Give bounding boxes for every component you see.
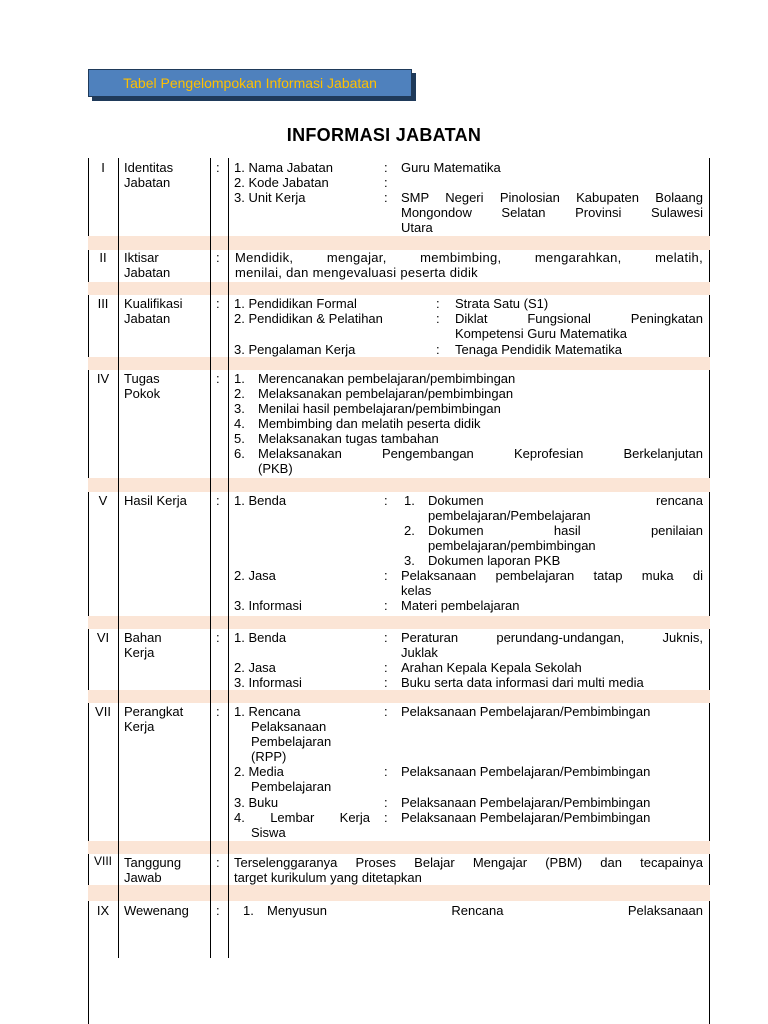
list-number: 1. (243, 903, 254, 918)
item-value: Utara (401, 220, 433, 235)
section-number: II (99, 250, 107, 265)
section-number: V (98, 493, 108, 508)
row-separator (88, 841, 710, 854)
section-number: VI (96, 630, 110, 645)
item-value: Materi pembelajaran (401, 598, 520, 613)
item-key: 3. Informasi (234, 675, 302, 690)
list-number: 2. (404, 523, 415, 538)
item-key: 3. Informasi (234, 598, 302, 613)
colon: : (436, 296, 440, 311)
page-title: INFORMASI JABATAN (286, 125, 482, 145)
item-key: Siswa (251, 825, 286, 840)
section-label: Kerja (124, 719, 155, 734)
list-item: Dokumen laporan PKB (428, 553, 561, 568)
item-value: Buku serta data informasi dari multi media (401, 675, 644, 690)
section-number: VIII (93, 854, 112, 868)
colon: : (384, 810, 388, 825)
section-text: Mendidik, mengajar, membimbing, mengarahkan, melatih, (235, 250, 703, 265)
list-number: 4. (234, 416, 245, 431)
section-label: Jabatan (124, 311, 171, 326)
colon: : (384, 630, 388, 645)
section-label: Tanggung (124, 855, 182, 870)
section-label: Jabatan (124, 265, 171, 280)
colon: : (436, 342, 440, 357)
list-item: Dokumen rencana (428, 493, 703, 508)
row-separator (88, 690, 710, 703)
colon: : (384, 493, 388, 508)
colon: : (216, 630, 220, 645)
list-number: 5. (234, 431, 245, 446)
colon: : (384, 568, 388, 583)
item-key: 1. Benda (234, 493, 287, 508)
banner-label: Tabel Pengelompokan Informasi Jabatan (88, 69, 412, 97)
list-item: Dokumen hasil penilaian (428, 523, 703, 538)
item-value: Juklak (401, 645, 438, 660)
list-item: pembelajaran/Pembelajaran (428, 508, 591, 523)
section-wewenang (88, 901, 710, 941)
colon: : (384, 160, 388, 175)
colon: : (384, 598, 388, 613)
section-number: VII (95, 704, 111, 719)
colon: : (384, 175, 388, 190)
section-label: Kerja (124, 645, 155, 660)
section-kualifikasi-jabatan (88, 295, 710, 357)
list-item: Melaksanakan pembelajaran/pembimbingan (258, 386, 514, 401)
section-label: Iktisar (124, 250, 159, 265)
item-value: Guru Matematika (401, 160, 501, 175)
colon: : (384, 675, 388, 690)
colon: : (216, 704, 220, 719)
column-divider (210, 158, 211, 958)
row-separator (88, 236, 710, 250)
section-identitas-jabatan (88, 158, 710, 235)
row-separator (88, 616, 710, 629)
section-text: menilai, dan mengevaluasi peserta didik (235, 265, 478, 280)
section-perangkat-kerja (88, 703, 710, 841)
item-key: 2. Jasa (234, 568, 276, 583)
list-item: Menilai hasil pembelajaran/pembimbingan (258, 401, 501, 416)
item-key: 1. Rencana (234, 704, 301, 719)
colon: : (216, 371, 220, 386)
row-separator (88, 357, 710, 370)
item-value: Peraturan perundang-undangan, Juknis, (401, 630, 703, 645)
list-item: Merencanakan pembelajaran/pembimbingan (258, 371, 516, 386)
item-value: Pelaksanaan Pembelajaran/Pembimbingan (401, 704, 651, 719)
section-text: Terselenggaranya Proses Belajar Mengajar (PBM) dan tecapainya (234, 855, 703, 870)
section-number: IV (96, 371, 110, 386)
item-value: Pelaksanaan Pembelajaran/Pembimbingan (401, 810, 651, 825)
colon: : (216, 903, 220, 918)
list-number: 3. (404, 553, 415, 568)
colon: : (216, 160, 220, 175)
item-key: Pembelajaran (251, 779, 332, 794)
row-separator (88, 885, 710, 901)
column-divider (228, 158, 229, 958)
colon: : (384, 190, 388, 205)
item-key: Pembelajaran (251, 734, 332, 749)
item-value: Arahan Kepala Kepala Sekolah (401, 660, 582, 675)
section-text: target kurikulum yang ditetapkan (234, 870, 422, 885)
list-item: Menyusun Rencana Pelaksanaan (267, 903, 703, 918)
section-label: Kualifikasi (124, 296, 183, 311)
section-iktisar-jabatan (88, 250, 710, 282)
list-number: 6. (234, 446, 245, 461)
item-key: 3. Unit Kerja (234, 190, 306, 205)
item-value: Diklat Fungsional Peningkatan (455, 311, 703, 326)
item-key: 4. Lembar Kerja (234, 810, 370, 825)
list-item: pembelajaran/pembimbingan (428, 538, 596, 553)
section-label: Jawab (124, 870, 162, 885)
item-key: 1. Nama Jabatan (234, 160, 334, 175)
info-table (88, 158, 710, 1024)
section-label: Bahan (124, 630, 162, 645)
item-key: 2. Media (234, 764, 284, 779)
section-label: Hasil Kerja (124, 493, 187, 508)
item-value: Kompetensi Guru Matematika (455, 326, 627, 341)
item-value: kelas (401, 583, 432, 598)
colon: : (216, 250, 220, 265)
section-bahan-kerja (88, 629, 710, 690)
list-number: 1. (234, 371, 245, 386)
item-key: 2. Pendidikan & Pelatihan (234, 311, 383, 326)
list-item: Membimbing dan melatih peserta didik (258, 416, 481, 431)
row-separator (88, 478, 710, 492)
list-item: (PKB) (258, 461, 293, 476)
column-divider (118, 158, 119, 958)
item-key: Pelaksanaan (251, 719, 327, 734)
section-label: Identitas (124, 160, 174, 175)
section-label: Pokok (124, 386, 161, 401)
item-key: (RPP) (251, 749, 287, 764)
item-value: Pelaksanaan pembelajaran tatap muka di (401, 568, 703, 583)
section-number: IX (96, 903, 110, 918)
colon: : (216, 493, 220, 508)
section-number: III (97, 296, 109, 311)
item-value: Mongondow Selatan Provinsi Sulawesi (401, 205, 703, 220)
item-value: Tenaga Pendidik Matematika (455, 342, 622, 357)
colon: : (384, 764, 388, 779)
item-key: 3. Buku (234, 795, 279, 810)
colon: : (384, 660, 388, 675)
section-label: Wewenang (124, 903, 189, 918)
list-number: 1. (404, 493, 415, 508)
colon: : (384, 795, 388, 810)
colon: : (384, 704, 388, 719)
list-number: 3. (234, 401, 245, 416)
item-key: 2. Kode Jabatan (234, 175, 329, 190)
item-value: Strata Satu (S1) (455, 296, 549, 311)
section-label: Perangkat (124, 704, 184, 719)
banner (88, 69, 416, 101)
item-value: Pelaksanaan Pembelajaran/Pembimbingan (401, 795, 651, 810)
item-key: 1. Benda (234, 630, 287, 645)
row-separator (88, 282, 710, 295)
list-item: Melaksanakan Pengembangan Keprofesian Berkelanjutan (258, 446, 703, 461)
section-hasil-kerja (88, 492, 710, 616)
list-number: 2. (234, 386, 245, 401)
section-label: Jabatan (124, 175, 171, 190)
item-key: 2. Jasa (234, 660, 276, 675)
item-value: Pelaksanaan Pembelajaran/Pembimbingan (401, 764, 651, 779)
item-key: 3. Pengalaman Kerja (234, 342, 356, 357)
section-number: I (101, 160, 105, 175)
section-label: Tugas (124, 371, 160, 386)
section-tanggung-jawab (88, 854, 710, 885)
section-tugas-pokok (88, 370, 710, 478)
colon: : (436, 311, 440, 326)
colon: : (216, 855, 220, 870)
colon: : (216, 296, 220, 311)
item-value: SMP Negeri Pinolosian Kabupaten Bolaang (401, 190, 703, 205)
item-key: 1. Pendidikan Formal (234, 296, 357, 311)
list-item: Melaksanakan tugas tambahan (258, 431, 439, 446)
